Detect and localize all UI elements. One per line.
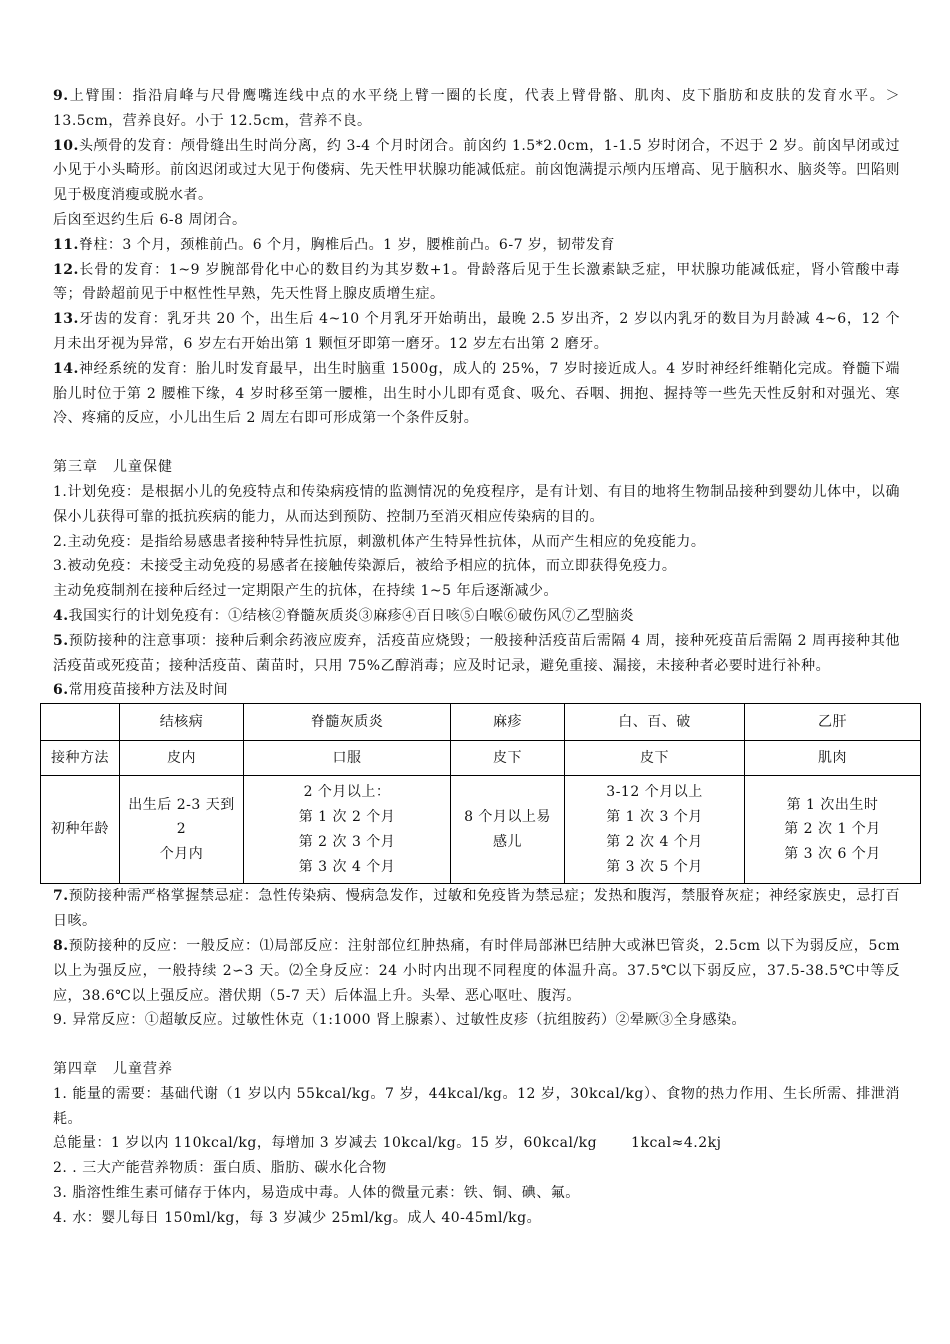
cell-line: 第 1 次 2 个月: [298, 808, 396, 825]
table-cell: 皮内: [120, 741, 244, 776]
item-number: 13.: [53, 311, 79, 328]
table-header-cell: 白、百、破: [565, 704, 745, 741]
ch4-item-1: 1. 能量的需要：基础代谢（1 岁以内 55kcal/kg。7 岁，44kcal/kg。12 岁，30kcal/kg）、食物的热力作用、生长所需、排泄消耗。: [53, 1085, 900, 1127]
table-cell: [565, 776, 745, 884]
chapter-4-title: 第四章 儿童营养: [53, 1061, 173, 1078]
item-text: 预防接种需严格掌握禁忌症：急性传染病、慢病急发作，过敏和免疫皆为禁忌症；发热和腹泻，禁服脊灰症；神经家族史，忌打百日咳。: [53, 888, 900, 930]
table-cell: [451, 776, 565, 884]
ch4-item-4: 4. 水：婴儿每日 150ml/kg，每 3 岁减少 25ml/kg。成人 40-45ml/kg。: [53, 1209, 542, 1226]
cell-line: 8 个月以上易: [464, 808, 551, 825]
item-number: 12.: [53, 261, 79, 278]
table-cell: 初种年龄: [41, 776, 120, 884]
table-header-cell: 乙肝: [745, 704, 921, 741]
spacer: [53, 1033, 900, 1057]
item-text: 常用疫苗接种方法及时间: [68, 682, 229, 699]
table-cell: 接种方法: [41, 741, 120, 776]
item-number: 4.: [53, 607, 69, 624]
table-header-cell: 脊髓灰质炎: [244, 704, 451, 741]
table-row: [41, 776, 921, 884]
cell-line: 第 1 次 3 个月: [606, 808, 703, 825]
item-10-note: 后囟至迟约生后 6-8 周闭合。: [53, 211, 247, 228]
item-number: 5.: [53, 632, 69, 649]
cell-line: 第 2 次 4 个月: [606, 833, 703, 850]
item-text: 长骨的发育：1~9 岁腕部骨化中心的数目约为其岁数+1。骨龄落后见于生长激素缺乏症，甲状腺功能减低症，肾小管酸中毒等；骨龄超前见于中枢性性早熟，先天性肾上腺皮质增生症。: [53, 261, 900, 303]
ch3-item-4: [53, 604, 900, 629]
table-cell: 口服: [244, 741, 451, 776]
ch3-item-6: [53, 678, 900, 703]
item-text: 预防接种的反应：一般反应：⑴局部反应：注射部位红肿热痛，有时伴局部淋巴结肿大或淋巴管炎，2.5cm 以下为弱反应，5cm 以上为强反应，一般持续 2∽3 天。⑵全身反应：24 小时内出现不同程度的体温升高。37.5℃以下弱反应，37.5-38.5℃中等反应，38.6℃以上强反应。潜伏期（5-7 天）后体温上升。头晕、恶心呕吐、腹泻。: [53, 937, 900, 1004]
item-number: 10.: [53, 137, 79, 154]
cell-line: 感儿: [493, 833, 522, 850]
item-text: 牙齿的发育：乳牙共 20 个，出生后 4~10 个月乳牙开始萌出，最晚 2.5 岁出齐，2 岁以内乳牙的数目为月龄减 4~6，12 个月未出牙视为异常，6 岁左右开始出第 1 颗恒牙即第一磨牙。12 岁左右出第 2 磨牙。: [53, 311, 900, 352]
ch3-item-8: [53, 934, 900, 1008]
ch4-item-3: 3. 脂溶性维生素可储存于体内，易造成中毒。人体的微量元素：铁、铜、碘、氟。: [53, 1185, 580, 1202]
cell-line: 出生后 2-3 天到 2: [128, 796, 235, 838]
table-cell: [745, 776, 921, 884]
item-text: 预防接种的注意事项：接种后剩余药液应废弃，活疫苗应烧毁；一般接种活疫苗后需隔 4 周，接种死疫苗后需隔 2 周再接种其他活疫苗或死疫苗；接种活疫苗、菌苗时，只用 75%乙醇消毒；应及时记录，避免重接、漏接，未接种者必要时进行补种。: [53, 632, 900, 674]
cell-line: 第 3 次 5 个月: [606, 858, 703, 875]
table-header-cell: 结核病: [120, 704, 244, 741]
ch4-item-1-total: 总能量：1 岁以内 110kcal/kg，每增加 3 岁减去 10kcal/kg。15 岁，60kcal/kg 1kcal≈4.2kj: [53, 1135, 722, 1152]
cell-line: 第 3 次 6 个月: [784, 846, 881, 863]
item-number: 9.: [53, 88, 69, 104]
item-number: 14.: [53, 360, 79, 377]
table-cell: [120, 776, 244, 884]
item-text: 头颅骨的发育：颅骨缝出生时尚分离，约 3-4 个月时闭合。前囟约 1.5*2.0cm，1-1.5 岁时闭合，不迟于 2 岁。前囟早闭或过小见于小头畸形。前囟迟闭或过大见于佝偻病、先天性甲状腺功能减低症。前囟饱满提示颅内压增高、见于脑积水、脑炎等。凹陷则见于极度消瘦或脱水者。: [53, 137, 900, 204]
item-text: 上臂围：指沿肩峰与尺骨鹰嘴连线中点的水平绕上臂一圈的长度，代表上臂骨骼、肌肉、皮下脂肪和皮肤的发育水平。＞13.5cm，营养良好。小于 12.5cm，营养不良。: [53, 88, 900, 129]
ch4-item-2: 2. . 三大产能营养物质：蛋白质、脂肪、碳水化合物: [53, 1160, 387, 1177]
spacer: [53, 431, 900, 455]
item-number: 6.: [53, 682, 69, 699]
table-cell: [244, 776, 451, 884]
item-12: [53, 258, 900, 308]
ch3-item-3: 3.被动免疫：未接受主动免疫的易感者在接触传染源后，被给予相应的抗体，而立即获得免疫力。: [53, 558, 677, 575]
cell-line: 3-12 个月以上: [606, 784, 703, 801]
table-header-row: [41, 704, 921, 741]
cell-line: 第 2 次 3 个月: [298, 833, 396, 850]
cell-line: 个月内: [159, 846, 204, 863]
table-cell: 肌肉: [745, 741, 921, 776]
item-text: 我国实行的计划免疫有：①结核②脊髓灰质炎③麻疹④百日咳⑤白喉⑥破伤风⑦乙型脑炎: [68, 607, 635, 624]
table-cell: 皮下: [451, 741, 565, 776]
cell-line: 2 个月以上：: [303, 784, 391, 801]
table-row: [41, 741, 921, 776]
item-14: [53, 357, 900, 431]
item-10: [53, 134, 900, 208]
item-11: [53, 233, 900, 258]
chapter-3-title: 第三章 儿童保健: [53, 459, 173, 476]
item-9: [53, 84, 900, 134]
ch3-item-9: 9. 异常反应：①超敏反应。过敏性休克（1:1000 肾上腺素）、过敏性皮疹（抗组胺药）②晕厥③全身感染。: [53, 1012, 747, 1029]
cell-line: 第 1 次出生时: [786, 796, 879, 813]
item-number: 11.: [53, 236, 79, 253]
vaccine-schedule-table: [40, 703, 921, 884]
ch3-item-3-note: 主动免疫制剂在接种后经过一定期限产生的抗体，在持续 1~5 年后逐渐减少。: [53, 583, 558, 600]
item-13: [53, 307, 900, 357]
item-number: 7.: [53, 888, 69, 905]
item-text: 脊柱：3 个月，颈椎前凸。6 个月，胸椎后凸。1 岁，腰椎前凸。6-7 岁，韧带发育: [78, 236, 615, 253]
table-header-cell: 麻疹: [451, 704, 565, 741]
ch3-item-2: 2.主动免疫：是指给易感患者接种特异性抗原，刺激机体产生特异性抗体，从而产生相应的免疫能力。: [53, 533, 706, 550]
cell-line: 第 2 次 1 个月: [784, 821, 881, 838]
ch3-item-7: [53, 884, 900, 934]
ch3-item-1: 1.计划免疫：是根据小儿的免疫特点和传染病疫情的监测情况的免疫程序，是有计划、有目的地将生物制品接种到婴幼儿体中，以确保小儿获得可靠的抵抗疾病的能力，从而达到预防、控制乃至消灭相应传染病的目的。: [53, 483, 900, 525]
cell-line: 第 3 次 4 个月: [298, 858, 396, 875]
table-header-cell: [41, 704, 120, 741]
item-text: 神经系统的发育：胎儿时发育最早，出生时脑重 1500g，成人的 25%，7 岁时接近成人。4 岁时神经纤维鞘化完成。脊髓下端胎儿时位于第 2 腰椎下缘，4 岁时移至第一腰椎，出生时小儿即有觅食、吸允、吞咽、拥抱、握持等一些先天性反射和对强光、寒冷、疼痛的反应，小儿出生后 2 周左右即可形成第一个条件反射。: [53, 360, 900, 427]
ch3-item-5: [53, 629, 900, 679]
table-cell: 皮下: [565, 741, 745, 776]
item-number: 8.: [53, 937, 69, 954]
